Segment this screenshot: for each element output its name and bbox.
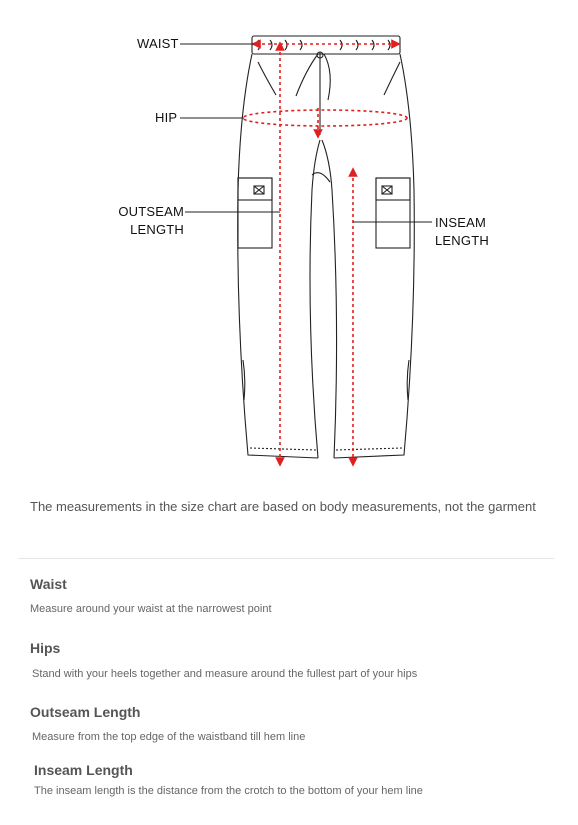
section-title-hips: Hips <box>30 640 61 656</box>
section-desc-waist: Measure around your waist at the narrowest point <box>30 603 272 615</box>
waist-callout: WAIST <box>137 36 179 51</box>
section-desc-hips: Stand with your heels together and measure around the fullest part of your hips <box>32 668 418 680</box>
outseam-callout-line2: LENGTH <box>130 222 184 237</box>
inseam-callout-line2: LENGTH <box>435 233 489 248</box>
inseam-callout <box>435 214 489 250</box>
inseam-callout-line1: INSEAM <box>435 215 487 230</box>
section-title-inseam: Inseam Length <box>34 762 133 778</box>
section-desc-inseam: The inseam length is the distance from the crotch to the bottom of your hem line <box>34 785 423 797</box>
leader-lines <box>180 44 432 222</box>
section-title-outseam: Outseam Length <box>30 704 141 720</box>
section-title-waist: Waist <box>30 576 67 592</box>
hip-measure-ellipse <box>243 110 407 126</box>
section-divider <box>18 558 554 559</box>
outseam-callout <box>118 203 184 239</box>
measurement-lines <box>243 44 407 462</box>
pants-outline <box>238 36 415 458</box>
measurement-note: The measurements in the size chart are based on body measurements, not the garment <box>30 499 536 514</box>
outseam-callout-line1: OUTSEAM <box>118 204 184 219</box>
section-desc-outseam: Measure from the top edge of the waistband till hem line <box>32 731 306 743</box>
hip-callout: HIP <box>155 110 178 125</box>
